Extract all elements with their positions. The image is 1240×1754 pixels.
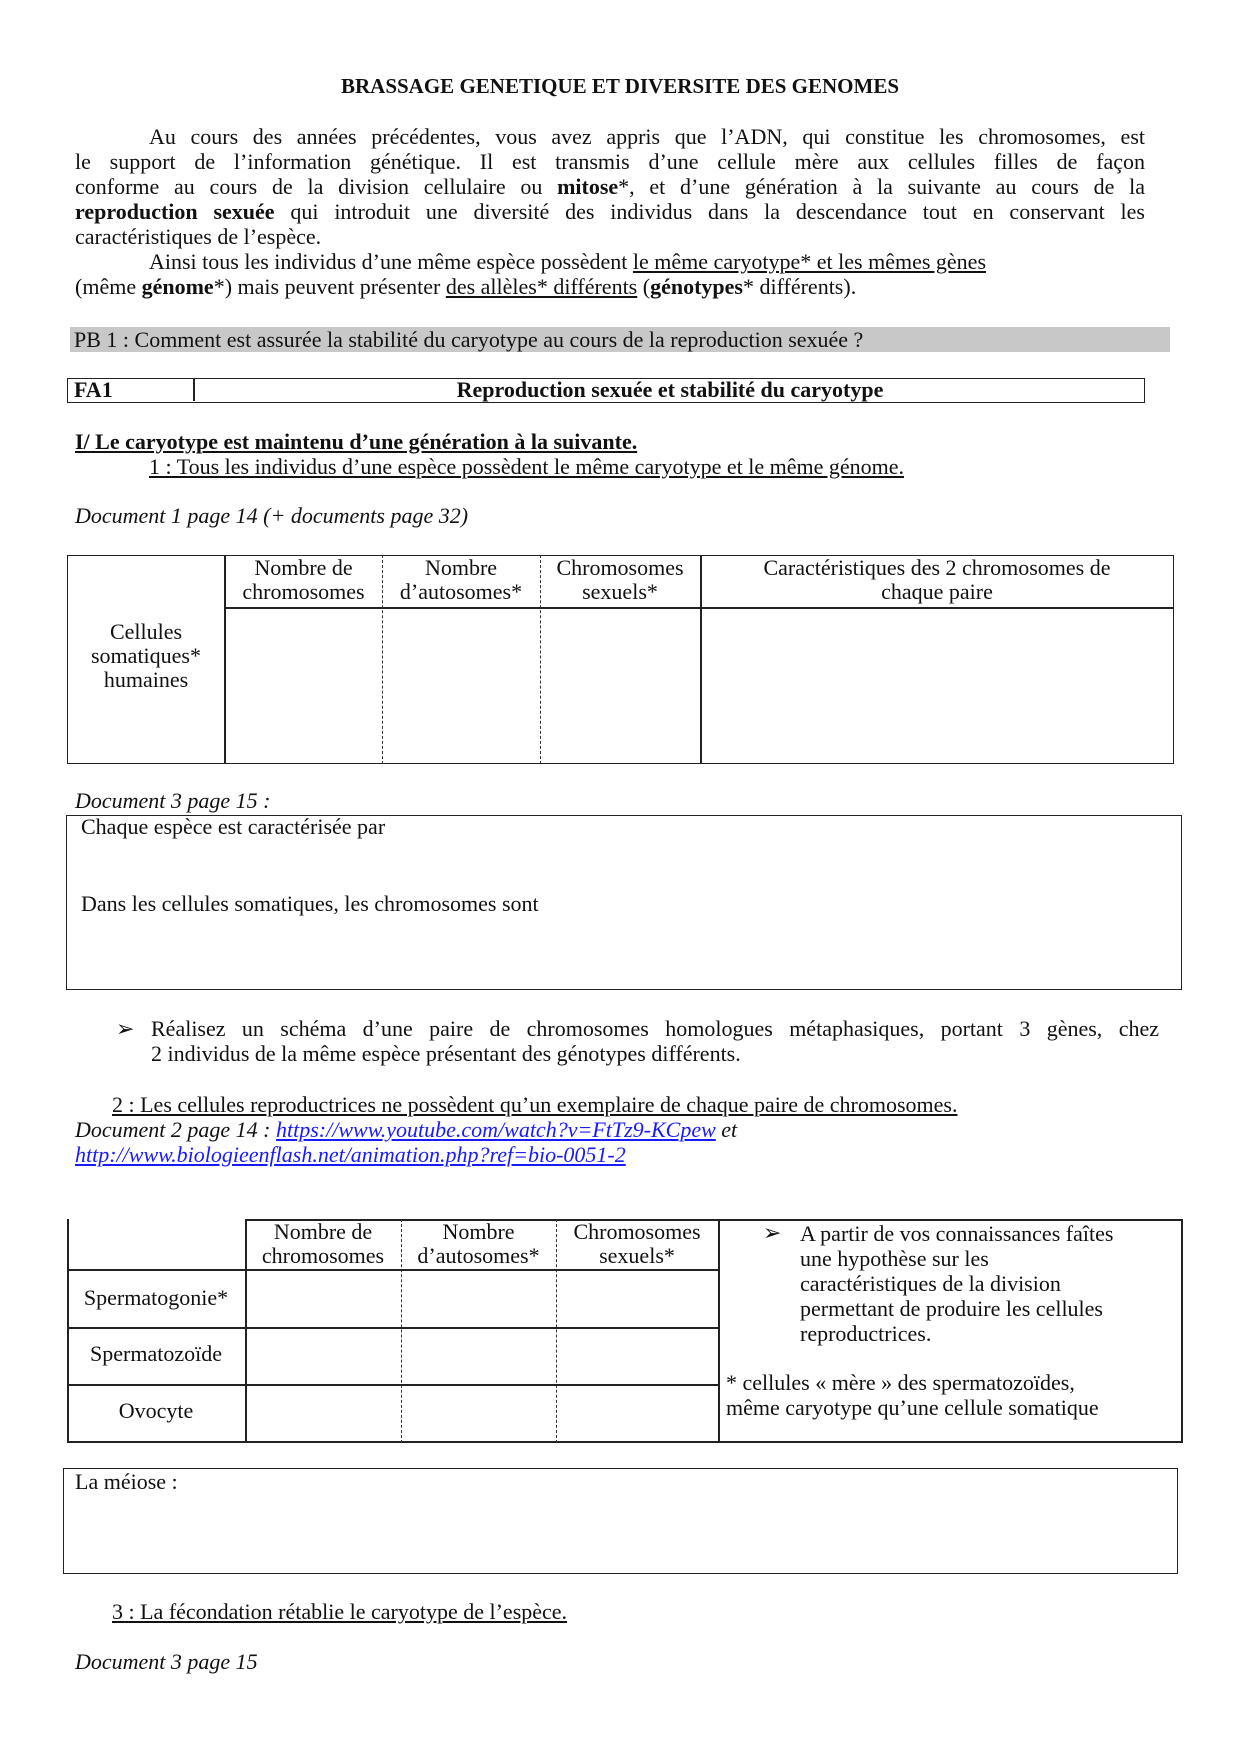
box-line-2: Dans les cellules somatiques, les chromosomes sont (81, 891, 539, 916)
intro-text-segment: (même (75, 274, 142, 299)
doc3-reference-2: Document 3 page 15 (75, 1649, 258, 1674)
intro-text-segment: *, et d’une génération à la suivante au cours de la (618, 174, 1145, 199)
doc3-reference: Document 3 page 15 : (75, 788, 271, 813)
task-line-2: 2 individus de la même espèce présentant des génotypes différents. (151, 1041, 741, 1066)
row-label-line: somatiques* (91, 643, 201, 668)
intro-text-segment: conforme au cours de la division cellulaire ou (75, 174, 558, 199)
header-line: Nombre de (254, 555, 353, 580)
task-line: caractéristiques de la division (800, 1271, 1061, 1296)
arrow-bullet-icon: ➢ (763, 1220, 782, 1245)
table1-header-cell (540, 556, 700, 604)
row-label-line: humaines (103, 667, 189, 692)
intro-text-segment: mitose (557, 174, 619, 199)
header-line: chromosomes (242, 579, 365, 604)
intro-text-segment: génotypes (650, 274, 743, 299)
note-line: même caryotype qu’une cellule somatique (726, 1395, 1099, 1420)
table2-row-label: Spermatogonie* (83, 1285, 229, 1310)
fa-header-box (67, 378, 1145, 403)
arrow-bullet-icon: ➢ (116, 1016, 135, 1041)
doc2-et: et (715, 1117, 738, 1142)
problem-text: PB 1 : Comment est assurée la stabilité du caryotype au cours de la reproduction sexuée ? (74, 327, 864, 352)
doc2-reference (75, 1117, 737, 1142)
header-line: chromosomes (261, 1243, 385, 1268)
answer-box-karyotype[interactable] (66, 815, 1182, 990)
intro-text-segment: * différents). (742, 274, 857, 299)
meiosis-label: La méiose : (75, 1469, 178, 1494)
task-line: reproductrices. (800, 1321, 932, 1346)
intro-text-segment: Au cours des années précédentes, vous avez appris que l’ADN, qui constitue les chromosomes, est (149, 124, 1145, 149)
row-label-line: Cellules (109, 619, 183, 644)
biologieenflash-link[interactable]: http://www.biologieenflash.net/animation.php?ref=bio-0051-2 (75, 1142, 626, 1167)
intro-line (75, 174, 1145, 199)
header-line: Nombre (442, 1219, 515, 1244)
header-line: Nombre de (273, 1219, 373, 1244)
row-label-somatic-cells (67, 620, 225, 692)
header-line: Nombre (424, 555, 498, 580)
intro-line (149, 249, 986, 274)
intro-text-segment: le support de l’information génétique. Il est transmis d’une cellule mère aux cellules filles de façon (75, 149, 1145, 174)
task-line: une hypothèse sur les (800, 1246, 989, 1271)
table2-header-cell (245, 1220, 401, 1268)
fa-title: Reproduction sexuée et stabilité du caryotype (456, 377, 884, 402)
intro-line (75, 199, 1145, 224)
table1-header-cell (382, 556, 540, 604)
document-title: BRASSAGE GENETIQUE ET DIVERSITE DES GENOMES (340, 74, 900, 98)
header-line: sexuels* (599, 1243, 675, 1268)
intro-text-segment: *) mais peuvent présenter (213, 274, 446, 299)
task-line: A partir de vos connaissances faîtes (800, 1221, 1114, 1246)
problem-banner (70, 327, 1170, 352)
intro-line (75, 149, 1145, 174)
intro-text-segment: génome (141, 274, 214, 299)
table1-header-cell (225, 556, 382, 604)
box-line-1: Chaque espèce est caractérisée par (81, 814, 386, 839)
task-line-1: Réalisez un schéma d’une paire de chromosomes homologues métaphasiques, portant 3 gènes, chez (151, 1016, 1159, 1041)
header-line: d’autosomes* (417, 1243, 540, 1268)
table1-header-cell (700, 556, 1174, 604)
intro-line (149, 124, 1145, 149)
task-line: permettant de produire les cellules (800, 1296, 1103, 1321)
table2-row-label: Ovocyte (118, 1398, 194, 1423)
section-heading-1: I/ Le caryotype est maintenu d’une génération à la suivante. (75, 429, 638, 454)
doc2-prefix: Document 2 page 14 : (75, 1117, 277, 1142)
doc1-reference: Document 1 page 14 (+ documents page 32) (75, 503, 469, 528)
table2-row-label: Spermatozoïde (90, 1341, 222, 1366)
header-line: Chromosomes (573, 1219, 701, 1244)
subheading-1: 1 : Tous les individus d’une espèce possèdent le même caryotype et le même génome. (149, 454, 905, 479)
intro-text-segment: Ainsi tous les individus d’une même espèce possèdent (149, 249, 633, 274)
intro-text-segment: ( (637, 274, 651, 299)
intro-text-segment: le même caryotype* et les mêmes gènes (632, 249, 987, 274)
intro-line (75, 274, 856, 299)
answer-box-meiosis[interactable] (63, 1468, 1178, 1574)
intro-text-segment: des allèles* différents (445, 274, 638, 299)
fa-code: FA1 (74, 377, 113, 402)
table2-header-cell (401, 1220, 556, 1268)
header-line: Chromosomes (556, 555, 684, 580)
subheading-3: 3 : La fécondation rétablie le caryotype de l’espèce. (112, 1599, 568, 1624)
header-line: Caractéristiques des 2 chromosomes de (763, 555, 1111, 580)
intro-line (75, 224, 321, 249)
intro-text-segment: qui introduit une diversité des individus dans la descendance tout en conservant les (274, 199, 1145, 224)
subheading-2: 2 : Les cellules reproductrices ne possèdent qu’un exemplaire de chaque paire de chromosomes. (112, 1092, 958, 1117)
header-line: d’autosomes* (399, 579, 523, 604)
note-line: * cellules « mère » des spermatozoïdes, (726, 1370, 1075, 1395)
intro-text-segment: caractéristiques de l’espèce. (75, 224, 322, 249)
header-line: chaque paire (881, 579, 993, 604)
youtube-link[interactable]: https://www.youtube.com/watch?v=FtTz9-KCpew (276, 1117, 716, 1142)
table2-header-cell (556, 1220, 718, 1268)
header-line: sexuels* (582, 579, 658, 604)
intro-text-segment: reproduction sexuée (75, 199, 275, 224)
